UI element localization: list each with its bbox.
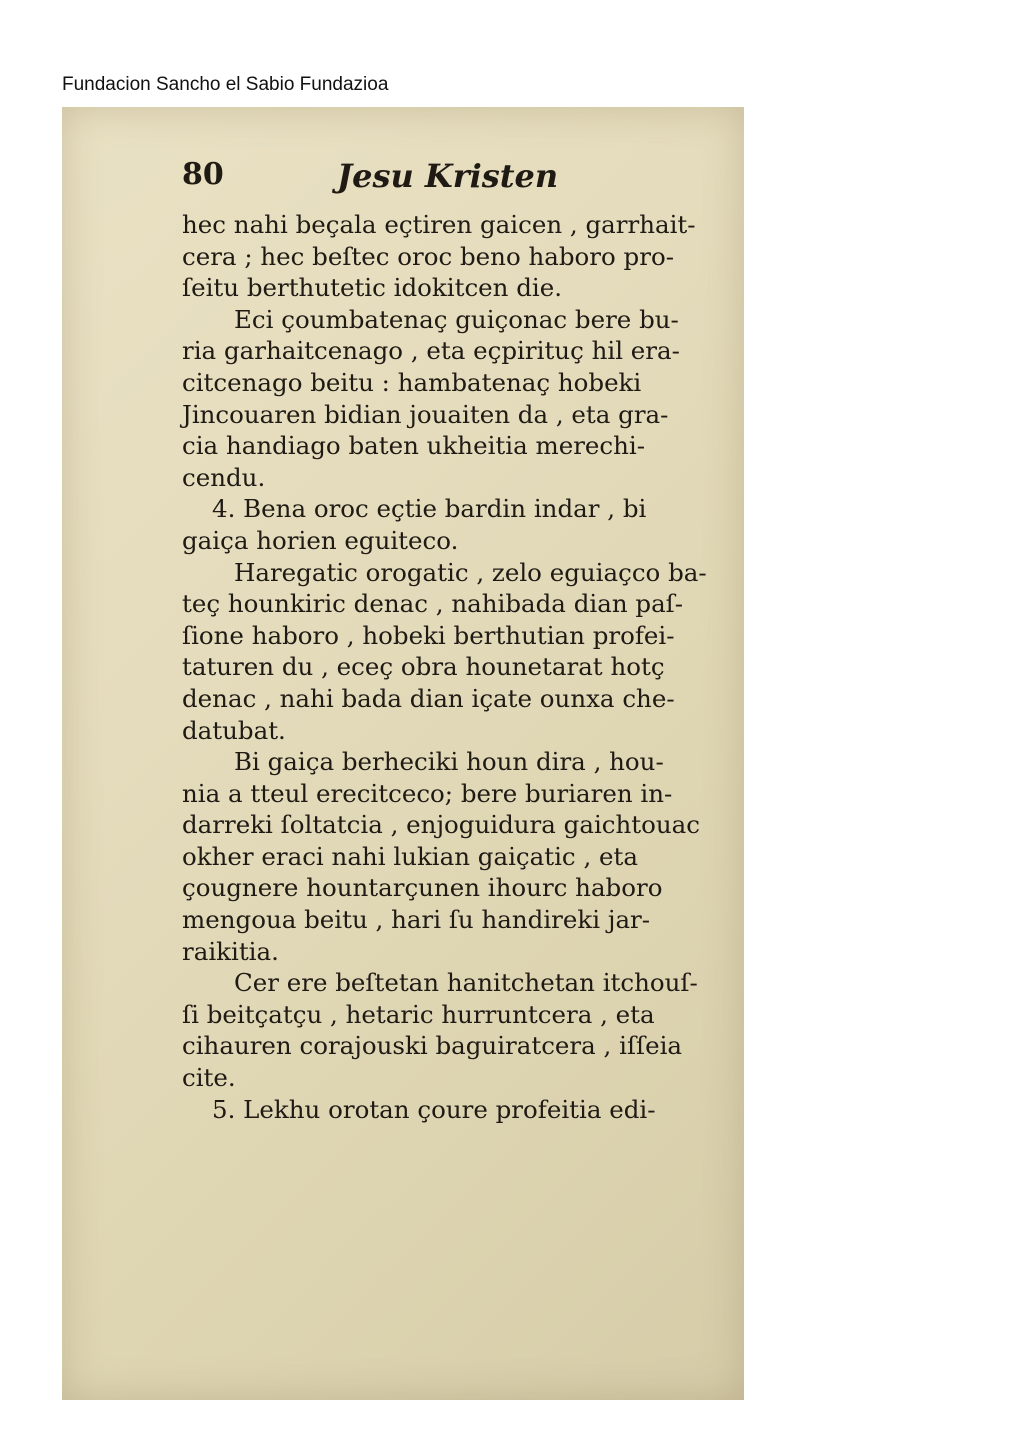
text-line: Bi gaiça berheciki houn dira , hou- bbox=[234, 747, 664, 777]
text-line: cia handiago baten ukheitia merechi- bbox=[182, 431, 646, 461]
text-line: taturen du , eceç obra hounetarat hotç bbox=[182, 652, 665, 682]
text-line: datubat. bbox=[182, 715, 286, 745]
running-title: Jesu Kristen bbox=[337, 157, 559, 195]
page-text-block bbox=[182, 157, 744, 1125]
paragraph bbox=[182, 557, 744, 747]
page-number: 80 bbox=[182, 157, 224, 192]
text-line: çougnere hountarçunen ihourc haboro bbox=[182, 873, 663, 903]
paragraph bbox=[182, 304, 744, 494]
scanned-book-page bbox=[62, 107, 744, 1400]
paragraph bbox=[182, 746, 744, 967]
text-line: 4. Bena oroc eçtie bardin indar , bi bbox=[212, 494, 647, 524]
text-line: raikitia. bbox=[182, 936, 279, 966]
paragraph bbox=[182, 209, 744, 304]
text-line: darreki ſoltatcia , enjoguidura gaichtouac bbox=[182, 810, 700, 840]
paragraph bbox=[182, 1094, 744, 1126]
body-text bbox=[182, 209, 744, 1125]
text-line: Eci çoumbatenaç guiçonac bere bu- bbox=[234, 304, 679, 334]
text-line: ſi beitçatçu , hetaric hurruntcera , eta bbox=[182, 999, 655, 1029]
text-line: mengoua beitu , hari ſu handireki jar- bbox=[182, 905, 651, 935]
text-line: cendu. bbox=[182, 462, 266, 492]
text-line: hec nahi beçala eçtiren gaicen , garrhait- bbox=[182, 210, 696, 239]
text-line: Cer ere beſtetan hanitchetan itchouſ- bbox=[234, 968, 698, 998]
text-line: 5. Lekhu orotan çoure profeitia edi- bbox=[212, 1094, 656, 1124]
text-line: teç hounkiric denac , nahibada dian paſ- bbox=[182, 589, 684, 619]
text-line: Haregatic orogatic , zelo eguiaçco ba- bbox=[234, 557, 707, 587]
text-line: Jincouaren bidian jouaiten da , eta gra- bbox=[182, 399, 669, 429]
text-line: gaiça horien eguiteco. bbox=[182, 525, 459, 555]
text-line: citcenago beitu : hambatenaç hobeki bbox=[182, 367, 642, 397]
source-header: Fundacion Sancho el Sabio Fundazioa bbox=[62, 74, 389, 95]
text-line: ſeitu berthutetic idokitcen die. bbox=[182, 273, 563, 303]
text-line: nia a tteul erecitceco; bere buriaren in- bbox=[182, 778, 673, 808]
text-line: okher eraci nahi lukian gaiçatic , eta bbox=[182, 841, 638, 871]
paragraph bbox=[182, 493, 744, 556]
text-line: ria garhaitcenago , eta eçpirituç hil era- bbox=[182, 336, 680, 366]
text-line: ſione haboro , hobeki berthutian profei- bbox=[182, 620, 675, 650]
text-line: cera ; hec beſtec oroc beno haboro pro- bbox=[182, 241, 674, 271]
text-line: cite. bbox=[182, 1063, 236, 1093]
text-line: denac , nahi bada dian içate ounxa che- bbox=[182, 683, 675, 713]
text-line: cihauren corajouski baguiratcera , iſſeia bbox=[182, 1031, 683, 1061]
paragraph bbox=[182, 967, 744, 1093]
running-head bbox=[182, 157, 744, 209]
